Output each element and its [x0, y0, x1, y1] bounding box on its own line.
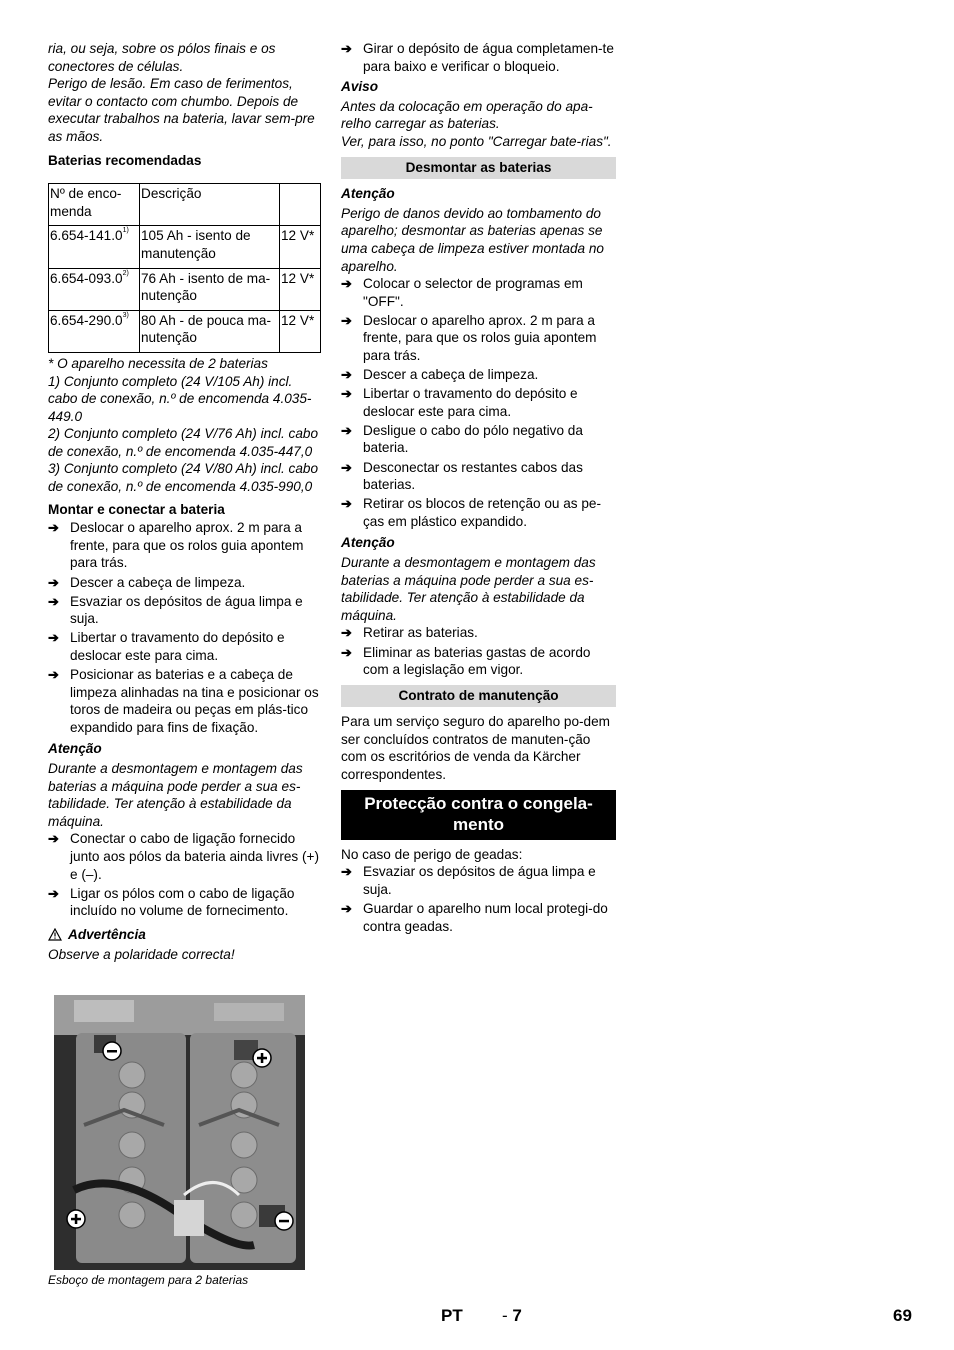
- contract-text: Para um serviço seguro do aparelho po-dem ser concluídos contratos de manuten-ção com os escritórios de venda da Kärcher correspondentes.: [341, 714, 611, 783]
- top-steps-list: [341, 40, 616, 75]
- remove-steps-list: [341, 275, 616, 530]
- photo-caption: Esboço de montagem para 2 baterias: [48, 1273, 249, 1287]
- arrow-right-icon: ➔: [48, 520, 59, 536]
- footnote: 2) Conjunto completo (24 V/76 Ah) incl. cabo de conexão, n.º de encomenda 4.035-447,0: [48, 426, 319, 459]
- minus-pole-marker: [103, 1042, 121, 1060]
- list-item: ➔ Guardar o aparelho num local protegi-do contra geadas.: [341, 900, 608, 934]
- page-number: 69: [893, 1306, 912, 1325]
- arrow-right-icon: ➔: [48, 574, 59, 590]
- attention-label: Atenção: [341, 186, 395, 202]
- list-item: ➔ Esvaziar os depósitos de água limpa e suja.: [48, 593, 303, 627]
- plus-pole-marker: [253, 1049, 271, 1067]
- list-item: ➔ Desligue o cabo do pólo negativo da bateria.: [341, 422, 583, 456]
- left-column: [48, 40, 321, 964]
- recommended-batteries-heading: Baterias recomendadas: [48, 152, 202, 168]
- list-item: ➔ Desconectar os restantes cabos das baterias.: [341, 459, 583, 493]
- list-item: ➔ Libertar o travamento do depósito e deslocar este para cima.: [48, 630, 285, 663]
- list-item: ➔ Eliminar as baterias gastas de acordo com a legislação em vigor.: [341, 644, 591, 678]
- table-header-cell: Nº de enco-menda: [49, 184, 140, 226]
- frost-protection-heading: Protecção contra o congela-mento: [341, 790, 616, 840]
- list-item: ➔ Retirar os blocos de retenção ou as pe-ças em plástico expandido.: [341, 496, 602, 529]
- arrow-right-icon: ➔: [341, 644, 352, 660]
- order-number-cell: 6.654-290.0$^{3)}$: [49, 310, 140, 352]
- list-item: ➔ Esvaziar os depósitos de água limpa e suja.: [341, 864, 596, 897]
- mount-steps-list: [48, 519, 321, 736]
- voltage-cell: 12 V*: [280, 310, 321, 352]
- arrow-right-icon: ➔: [341, 900, 352, 916]
- voltage-cell: 12 V*: [280, 226, 321, 268]
- description-cell: 80 Ah - de pouca ma-nutenção: [140, 310, 280, 352]
- maintenance-contract-heading: Contrato de manutenção: [341, 685, 616, 708]
- list-item: ➔ Conectar o cabo de ligação fornecido junto aos pólos da bateria ainda livres (+) e (–).: [48, 831, 319, 882]
- table-header-row: [49, 184, 321, 226]
- warning-triangle-icon: [48, 928, 62, 941]
- frost-intro: No caso de perigo de geadas:: [341, 846, 523, 862]
- warning-label: Advertência: [68, 926, 146, 942]
- arrow-right-icon: ➔: [341, 312, 352, 328]
- arrow-right-icon: ➔: [341, 367, 352, 383]
- notice-label: Aviso: [341, 79, 379, 95]
- table-row: [49, 268, 321, 310]
- attention-text: Durante a desmontagem e montagem das baterias a máquina pode perder a sua es-tabilidade. Ter atenção à estabilidade da máquina.: [48, 760, 303, 829]
- arrow-right-icon: ➔: [341, 864, 352, 880]
- connect-steps-list: [48, 830, 321, 919]
- arrow-right-icon: ➔: [341, 41, 352, 56]
- description-cell: 76 Ah - isento de ma-nutenção: [140, 268, 280, 310]
- battery-mounting-image: [54, 995, 305, 1270]
- arrow-right-icon: ➔: [341, 276, 352, 292]
- list-item: ➔ Ligar os pólos com o cabo de ligação incluído no volume de fornecimento.: [48, 885, 295, 919]
- right-column: [341, 40, 616, 937]
- list-item: ➔ Libertar o travamento do depósito e deslocar este para cima.: [341, 386, 578, 419]
- arrow-right-icon: ➔: [48, 667, 59, 682]
- table-header-cell: [280, 184, 321, 226]
- footnote: 3) Conjunto completo (24 V/80 Ah) incl. cabo de conexão, n.º de encomenda 4.035-990,0: [48, 461, 319, 495]
- mount-heading: Montar e conectar a bateria: [48, 501, 225, 517]
- notice-text: Antes da colocação em operação do apa-relho carregar as baterias. Ver, para isso, no ponto "Carregar bate-rias".: [341, 98, 612, 149]
- arrow-right-icon: ➔: [341, 422, 352, 438]
- order-number-cell: 6.654-141.0$^{1)}$: [49, 226, 140, 268]
- arrow-right-icon: ➔: [48, 630, 59, 646]
- list-item: ➔ Deslocar o aparelho aprox. 2 m para a frente, para que os rolos guia apontem para trás.: [341, 312, 597, 363]
- arrow-right-icon: ➔: [341, 625, 352, 641]
- order-number-cell: 6.654-093.0$^{2)}$: [49, 268, 140, 310]
- list-item: ➔ Descer a cabeça de limpeza.: [48, 574, 246, 590]
- attention-text: Perigo de danos devido ao tombamento do aparelho; desmontar as baterias apenas se uma cabeça de limpeza estiver montada no aparelho.: [341, 205, 604, 274]
- battery-photo: [54, 995, 305, 1270]
- warning-heading: [48, 926, 321, 944]
- list-item: ➔ Girar o depósito de água completamen-te para baixo e verificar o bloqueio.: [341, 41, 614, 74]
- attention-label: Atenção: [341, 535, 395, 551]
- arrow-right-icon: ➔: [48, 831, 59, 847]
- minus-pole-marker: [275, 1212, 293, 1230]
- description-cell: 105 Ah - isento de manutenção: [140, 226, 280, 268]
- table-row: [49, 310, 321, 352]
- list-item: ➔ Colocar o selector de programas em "OFF".: [341, 276, 583, 309]
- footnote: 1) Conjunto completo (24 V/105 Ah) incl. cabo de conexão, n.º de encomenda 4.035-449.0: [48, 373, 312, 424]
- plus-pole-marker: [67, 1210, 85, 1228]
- attention-text: Durante a desmontagem e montagem das baterias a máquina pode perder a sua es-tabilidade. Ter atenção à estabilidade da máquina.: [341, 555, 596, 623]
- list-item: ➔ Descer a cabeça de limpeza.: [341, 367, 539, 383]
- arrow-right-icon: ➔: [341, 496, 352, 512]
- list-item: ➔ Deslocar o aparelho aprox. 2 m para a frente, para que os rolos guia apontem para trás.: [48, 520, 304, 571]
- remove-batteries-heading: Desmontar as baterias: [341, 157, 616, 180]
- footer-subpage: - 7: [502, 1306, 522, 1325]
- attention-label: Atenção: [48, 741, 102, 757]
- table-header-cell: Descrição: [140, 184, 280, 226]
- footer-language: PT: [441, 1306, 463, 1325]
- battery-table: [48, 183, 321, 353]
- warning-text: Observe a polaridade correcta!: [48, 947, 235, 963]
- list-item: ➔ Posicionar as baterias e a cabeça de limpeza alinhadas na tina e posicionar os toros de madeira ou peças em plás-tico expandido para fins de fixação.: [48, 667, 319, 735]
- footnote: * O aparelho necessita de 2 baterias: [48, 355, 268, 371]
- intro-text: ria, ou seja, sobre os pólos finais e os conectores de células. Perigo de lesão. Em caso de ferimentos, evitar o contacto com chumbo. Depois de executar trabalhos na bateria, lavar sem-pre as mãos.: [48, 41, 315, 144]
- arrow-right-icon: ➔: [341, 459, 352, 475]
- remove-steps-list-2: [341, 624, 616, 678]
- arrow-right-icon: ➔: [48, 885, 59, 901]
- voltage-cell: 12 V*: [280, 268, 321, 310]
- list-item: ➔ Retirar as baterias.: [341, 625, 478, 641]
- table-row: [49, 226, 321, 268]
- arrow-right-icon: ➔: [48, 593, 59, 609]
- frost-steps-list: [341, 863, 616, 935]
- arrow-right-icon: ➔: [341, 386, 352, 402]
